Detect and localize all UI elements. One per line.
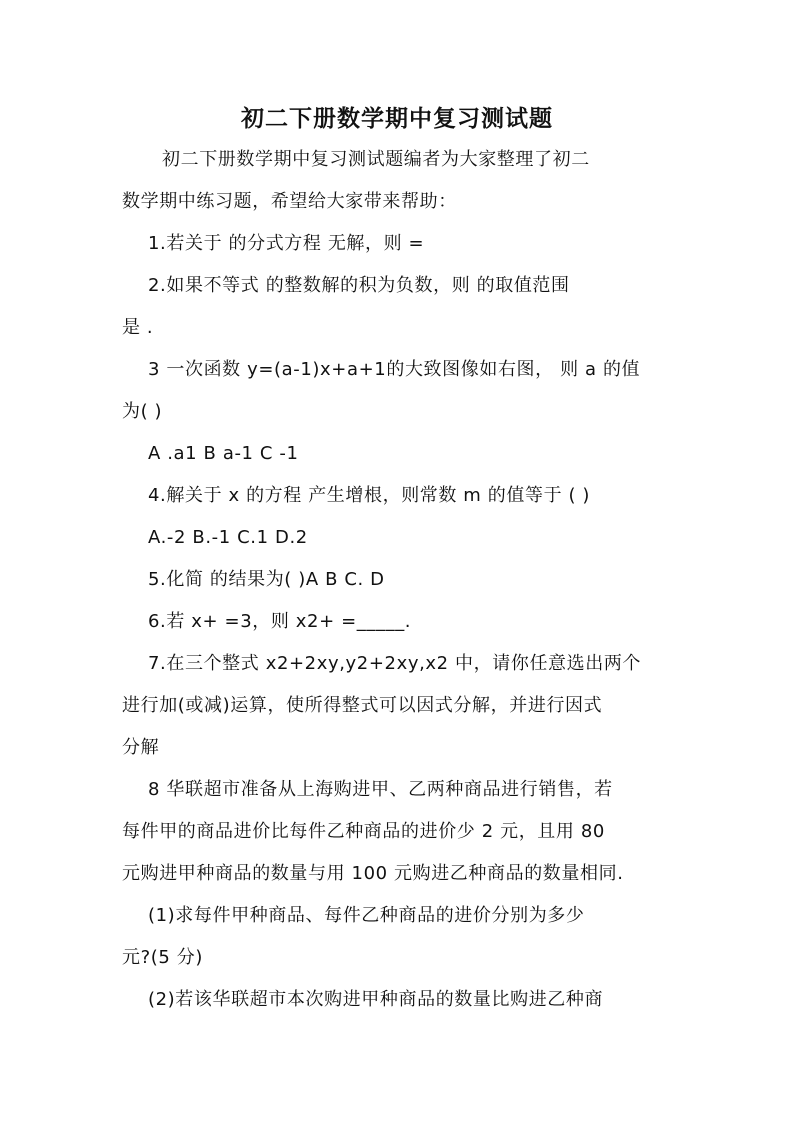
question-2-cont: 是 . bbox=[122, 317, 154, 338]
question-8-part-1-cont: 元?(5 分) bbox=[122, 947, 203, 968]
document-title: 初二下册数学期中复习测试题 bbox=[241, 105, 553, 132]
question-3-cont: 为( ) bbox=[122, 401, 163, 422]
question-4: 4.解关于 x 的方程 产生增根，则常数 m 的值等于 ( ) bbox=[148, 485, 591, 506]
question-6: 6.若 x+ =3，则 x2+ =_____. bbox=[148, 611, 412, 632]
question-5: 5.化简 的结果为( )A B C. D bbox=[148, 569, 385, 590]
question-3-options: A .a1 B a-1 C -1 bbox=[148, 443, 299, 464]
question-7-cont-1: 进行加(或减)运算，使所得整式可以因式分解，并进行因式 bbox=[122, 695, 603, 716]
question-2: 2.如果不等式 的整数解的积为负数，则 的取值范围 bbox=[148, 275, 570, 296]
intro-line-1: 初二下册数学期中复习测试题编者为大家整理了初二 bbox=[162, 149, 590, 170]
question-8-part-1: (1)求每件甲种商品、每件乙种商品的进价分别为多少 bbox=[148, 905, 585, 926]
question-3: 3 一次函数 y=(a-1)x+a+1的大致图像如右图， 则 a 的值 bbox=[148, 359, 641, 380]
intro-line-2: 数学期中练习题，希望给大家带来帮助： bbox=[122, 191, 457, 212]
question-7-cont-2: 分解 bbox=[122, 737, 160, 758]
question-8-cont-1: 每件甲的商品进价比每件乙种商品的进价少 2 元，且用 80 bbox=[122, 821, 605, 842]
question-7: 7.在三个整式 x2+2xy,y2+2xy,x2 中，请你任意选出两个 bbox=[148, 653, 642, 674]
question-1: 1.若关于 的分式方程 无解，则 = bbox=[148, 233, 425, 254]
question-8-part-2: (2)若该华联超市本次购进甲种商品的数量比购进乙种商 bbox=[148, 989, 604, 1010]
question-8-cont-2: 元购进甲种商品的数量与用 100 元购进乙种商品的数量相同. bbox=[122, 863, 624, 884]
question-8: 8 华联超市准备从上海购进甲、乙两种商品进行销售，若 bbox=[148, 779, 613, 800]
question-4-options: A.-2 B.-1 C.1 D.2 bbox=[148, 527, 308, 548]
